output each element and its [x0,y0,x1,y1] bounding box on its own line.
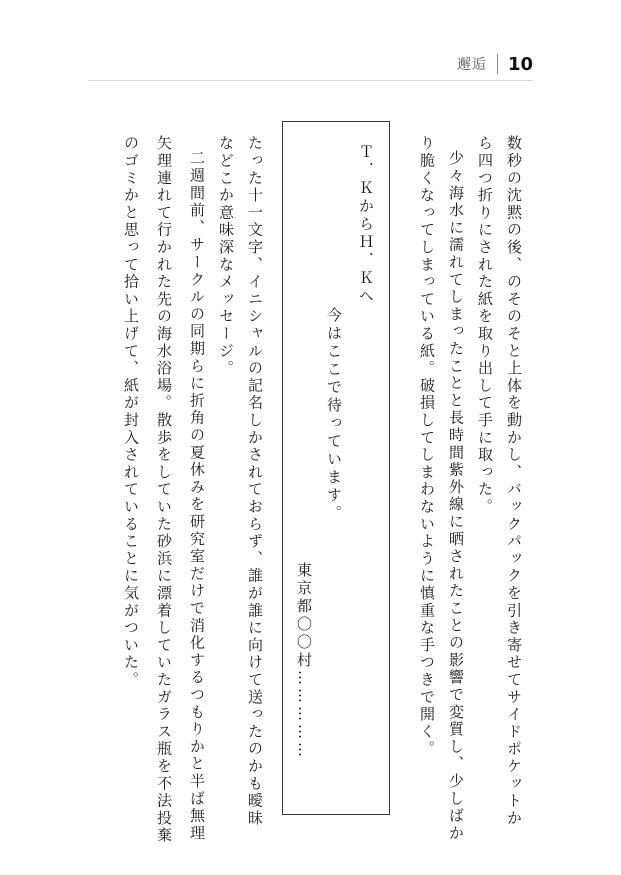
body-line: ら四つ折りにされた紙を取り出して手に取った。 [476,135,494,516]
note-box [282,121,390,815]
body-line: り脆くなってしまっている紙。破損してしまわないように慎重な手つきで開く。 [418,135,436,758]
header-divider [497,54,498,74]
body-line: 数秒の沈黙の後、のそのそと上体を動かし、バックパックを引き寄せてサイドポケットか [505,135,523,827]
body-line: のゴミかと思って拾い上げて、紙が封入されていることに気がついた。 [122,135,140,689]
note-address: 東京都〇〇村…………… [295,562,313,760]
body-line: 矢理連れて行かれた先の海水浴場。散歩をしていた砂浜に漂着していたガラス瓶を不法投棄 [155,135,173,845]
body-line: などこか意味深なメッセージ。 [217,135,235,378]
header-rule [88,80,533,81]
body-line: 少々海水に濡れてしまったことと長時間紫外線に晒されたことの影響で変質し、少しばか [447,150,465,842]
note-recipient-line: Ｔ．ＫからＨ．Ｋへ [357,144,375,306]
body-line: たった十一文字、イニシャルの記名しかされておらず、誰が誰に向けて送ったのかも曖昧 [246,135,264,827]
note-message: 今はここで待っています。 [325,307,343,523]
page-header [457,50,533,78]
page-number: 10 [507,53,533,75]
body-line: 二週間前、サークルの同期らに折角の夏休みを研究室だけで消化するつもりかと半ば無理 [188,150,206,842]
chapter-title: 邂逅 [456,57,487,73]
